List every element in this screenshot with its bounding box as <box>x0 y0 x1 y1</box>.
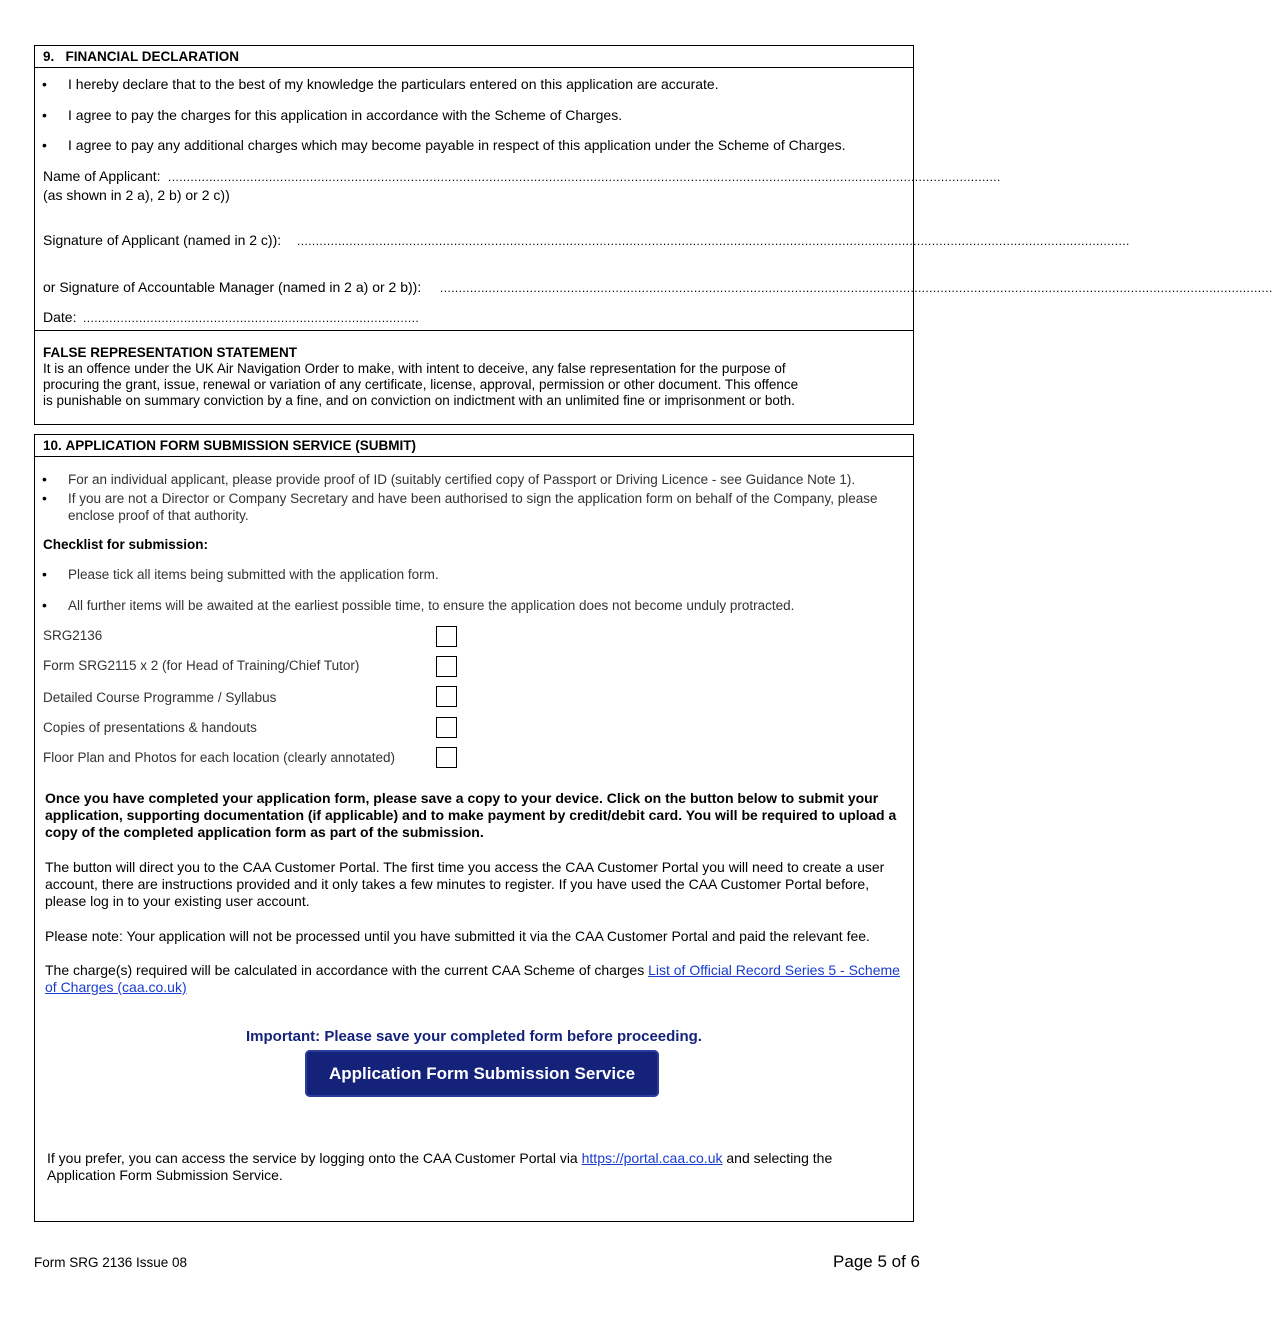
false-representation-line-3: is punishable on summary conviction by a fine, and on conviction on indictment with an unlimited fine or imprisonment or both. <box>43 393 795 408</box>
checkbox-course-programme[interactable] <box>436 686 457 707</box>
bullet-icon: • <box>42 137 47 153</box>
authority-bullet-line-1: If you are not a Director or Company Secretary and have been authorised to sign the application form on behalf of the Company, please <box>68 491 878 506</box>
section-divider <box>35 330 913 331</box>
checkbox-floor-plan[interactable] <box>436 747 457 768</box>
declaration-bullet-1: I hereby declare that to the best of my knowledge the particulars entered on this application are accurate. <box>68 76 719 92</box>
checkbox-srg2136[interactable] <box>436 626 457 647</box>
page-number: Page 5 of 6 <box>833 1252 920 1271</box>
submission-instructions: Once you have completed your application form, please save a copy to your device. Click on the button below to submit your application, supporting documentation (if applicable) and to make payment by credit/debit card. You will be required to upload a copy of the completed application form as part of the submission. <box>45 790 897 840</box>
form-id: Form SRG 2136 Issue 08 <box>34 1255 188 1270</box>
charges-paragraph <box>45 962 907 996</box>
signature-of-applicant-label: Signature of Applicant (named in 2 c)): <box>43 232 282 248</box>
prefer-text-after: and selecting the <box>722 1150 833 1166</box>
false-representation-line-1: It is an offence under the UK Air Navigation Order to make, with intent to deceive, any false representation for the purpose of <box>43 361 786 376</box>
checklist-item-presentations: Copies of presentations & handouts <box>43 720 257 735</box>
bullet-icon: • <box>42 597 47 613</box>
scheme-of-charges-link[interactable]: List of Official Record Series 5 - Scheme of Charges (caa.co.uk) <box>45 962 900 995</box>
portal-alternative-line-2: Application Form Submission Service. <box>47 1167 283 1183</box>
checklist-item-srg2136: SRG2136 <box>43 628 103 643</box>
accountable-manager-signature-label: or Signature of Accountable Manager (named in 2 a) or 2 b)): <box>43 279 422 295</box>
prefer-text-before: If you prefer, you can access the service by logging onto the CAA Customer Portal via <box>47 1150 582 1166</box>
signature-of-applicant-field[interactable]: ............................................................................................................................................................................................................................... <box>297 234 1130 248</box>
checkbox-presentations[interactable] <box>436 717 457 738</box>
processing-note: Please note: Your application will not be processed until you have submitted it via the CAA Customer Portal and paid the relevant fee. <box>45 928 870 944</box>
accountable-manager-signature-field[interactable]: ............................................................................................................................................................................................................................... <box>440 281 1273 295</box>
financial-declaration-section <box>34 45 1273 425</box>
checklist-title: Checklist for submission: <box>43 537 209 552</box>
name-of-applicant-label: Name of Applicant: <box>43 168 161 184</box>
checklist-bullet-1: Please tick all items being submitted with the application form. <box>68 567 439 582</box>
bullet-icon: • <box>42 566 47 582</box>
portal-alternative-line-1 <box>47 1150 832 1166</box>
checklist-item-course-programme: Detailed Course Programme / Syllabus <box>43 690 277 705</box>
bullet-icon: • <box>42 107 47 123</box>
portal-link[interactable]: https://portal.caa.co.uk <box>581 1150 723 1166</box>
portal-information: The button will direct you to the CAA Customer Portal. The first time you access the CAA Customer Portal you will need to create a user account, there are instructions provided and it only takes a few minutes to register. If you have used the CAA Customer Portal before, please log in to your existing user account. <box>45 859 885 909</box>
name-of-applicant-note: (as shown in 2 a), 2 b) or 2 c)) <box>43 187 230 203</box>
false-representation-title: FALSE REPRESENTATION STATEMENT <box>43 345 298 360</box>
date-field[interactable]: .......................................................................................... <box>83 311 420 325</box>
date-label: Date: <box>43 309 77 325</box>
proof-of-id-bullet: For an individual applicant, please provide proof of ID (suitably certified copy of Passport or Driving Licence - see Guidance Note 1). <box>68 472 856 487</box>
checkbox-srg2115[interactable] <box>436 656 457 677</box>
charges-text: The charge(s) required will be calculated in accordance with the current CAA Scheme of charges <box>45 962 649 978</box>
name-of-applicant-field[interactable]: ............................................................................................................................................................................................................................... <box>168 170 1001 184</box>
bullet-icon: • <box>42 490 47 506</box>
false-representation-line-2: procuring the grant, issue, renewal or variation of any certificate, license, approval, permission or other document. This offence <box>43 377 799 392</box>
section-10-title: 10. APPLICATION FORM SUBMISSION SERVICE (SUBMIT) <box>35 435 913 457</box>
declaration-bullet-2: I agree to pay the charges for this application in accordance with the Scheme of Charges. <box>68 107 623 123</box>
checklist-item-floor-plan: Floor Plan and Photos for each location (clearly annotated) <box>43 750 395 765</box>
section-9-title: 9. FINANCIAL DECLARATION <box>35 46 913 68</box>
authority-bullet-line-2: enclose proof of that authority. <box>68 508 249 523</box>
declaration-bullet-3: I agree to pay any additional charges which may become payable in respect of this application under the Scheme of Charges. <box>68 137 846 153</box>
checklist-item-srg2115: Form SRG2115 x 2 (for Head of Training/Chief Tutor) <box>43 658 360 673</box>
submission-service-section <box>34 434 914 1222</box>
bullet-icon: • <box>42 76 47 92</box>
bullet-icon: • <box>42 471 47 487</box>
application-form-submission-button[interactable]: Application Form Submission Service <box>305 1050 659 1097</box>
important-notice: Important: Please save your completed form before proceeding. <box>246 1028 702 1045</box>
checklist-bullet-2: All further items will be awaited at the earliest possible time, to ensure the application does not become unduly protracted. <box>68 598 795 613</box>
